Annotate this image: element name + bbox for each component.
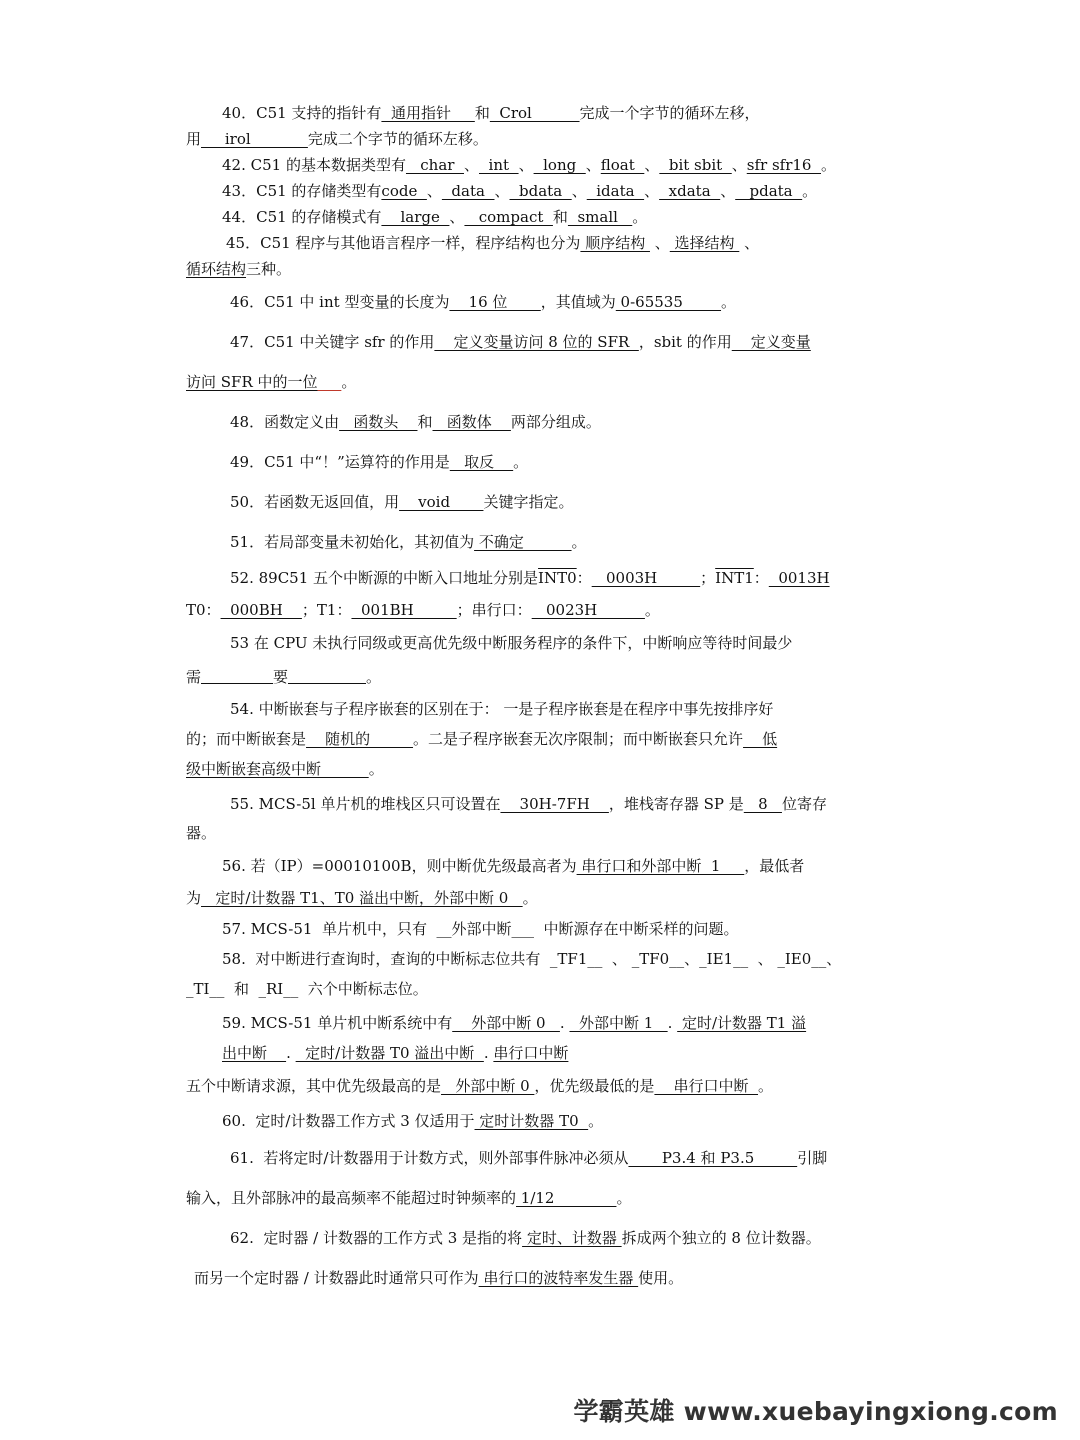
q52-colon: ：	[576, 569, 592, 587]
q42-sep: 、	[644, 156, 660, 174]
q56-answer-2: 定时/计数器 T1、T0 溢出中断，外部中断 0	[201, 889, 523, 907]
q53-blank-2	[288, 667, 366, 684]
question-43	[186, 178, 898, 204]
q54-answer-2b: 级中断嵌套高级中断	[186, 760, 369, 778]
question-59-line-2	[186, 1038, 898, 1068]
q42-answer-char: char	[405, 156, 464, 174]
question-51	[186, 522, 898, 562]
q59-end: 。	[758, 1077, 774, 1095]
q42-answer-bit: bit sbit	[659, 156, 732, 174]
q58-text: 58. 对中断进行查询时，查询的中断标志位共有 _TF1__ 、 _TF0__、_IE1__ 、 _IE0__、	[222, 950, 842, 968]
q56-text-2: ，最低者	[744, 857, 805, 875]
q48-answer-2: 函数体	[432, 413, 511, 431]
q48-answer-1: 函数头	[339, 413, 418, 431]
q61-text-2: 引脚	[797, 1149, 828, 1167]
q47-answer-2c	[318, 373, 342, 391]
q44-end: 。	[632, 208, 648, 226]
q61-answer-2: 1/12	[516, 1189, 617, 1207]
q53-end: 。	[366, 668, 382, 686]
q40-answer-1: 通用指针	[381, 104, 475, 122]
q59-sep: .	[559, 1014, 570, 1032]
q46-answer-1: 16 位	[449, 293, 541, 311]
q52-text: 52. 89C51 五个中断源的中断入口地址分别是	[230, 569, 539, 587]
q55-text-2: ，堆栈寄存器 SP 是	[608, 795, 744, 813]
q43-answer-bdata: bdata	[509, 182, 572, 200]
q47-answer-2b: 访问 SFR 中的一位	[186, 373, 318, 391]
question-42	[186, 152, 898, 178]
q62-answer-2: 串行口的波特率发生器	[478, 1269, 639, 1287]
q43-sep: 、	[426, 182, 442, 200]
q56-answer-1: 串行口和外部中断 1	[576, 857, 745, 875]
q52-end: 。	[644, 601, 660, 619]
q46-answer-2: 0-65535	[615, 293, 722, 311]
q43-answer-code: code	[381, 182, 427, 200]
q54-text: 54. 中断嵌套与子程序嵌套的区别在于： 一是子程序嵌套是在程序中事先按排序好	[230, 700, 774, 718]
q50-answer: void	[399, 493, 484, 511]
q61-answer-1: P3.4 和 P3.5	[628, 1149, 798, 1167]
q45-text-2: 三种。	[246, 260, 292, 278]
question-60	[186, 1104, 898, 1138]
q62-text-2: 拆成两个独立的 8 位计数器。	[621, 1229, 821, 1247]
question-55-line-1	[186, 788, 898, 820]
q51-answer: 不确定	[474, 533, 572, 551]
document-body	[186, 100, 898, 1298]
q61-text-3: 输入，且外部脉冲的最高频率不能超过时钟频率的	[186, 1189, 517, 1207]
question-54-line-2	[186, 724, 898, 754]
question-44	[186, 204, 898, 230]
question-50	[186, 482, 898, 522]
q61-text: 61. 若将定时/计数器用于计数方式，则外部事件脉冲必须从	[230, 1149, 629, 1167]
question-47-line-1	[186, 322, 898, 362]
q52-answer-t0: 000BH	[220, 601, 302, 619]
q59-sep: .	[667, 1014, 678, 1032]
q54-end: 。	[368, 760, 384, 778]
q42-end: 。	[820, 156, 836, 174]
q52-answer-int0: 0003H	[591, 569, 701, 587]
q54-text-2: 的；而中断嵌套是	[186, 730, 307, 748]
q59-text: 59. MCS-51 单片机中断系统中有	[222, 1014, 453, 1032]
q52-answer-int1: 0013H	[768, 569, 830, 587]
q43-sep: 、	[494, 182, 510, 200]
q43-answer-data: data	[441, 182, 495, 200]
q45-answer-1: 顺序结构	[580, 234, 650, 252]
question-61-line-1	[186, 1138, 898, 1178]
q47-text: 47．C51 中关键字 sfr 的作用	[230, 333, 435, 351]
q42-answer-int: int	[479, 156, 519, 174]
q40-text-2: 和	[474, 104, 490, 122]
q55-text: 55. MCS-5l 单片机的堆栈区只可设置在	[230, 795, 501, 813]
q40-answer-3: irol	[201, 130, 308, 148]
q44-text: 44．C51 的存储模式有	[222, 208, 382, 226]
q42-sep: 、	[463, 156, 479, 174]
question-55-line-2	[186, 820, 898, 846]
q43-answer-pdata: pdata	[735, 182, 803, 200]
q52-t0: T0：	[186, 601, 221, 619]
q47-text-2: ，sbit 的作用	[638, 333, 732, 351]
q46-end: 。	[721, 293, 737, 311]
q53-blank-1	[201, 667, 273, 684]
q40-text-3: 完成一个字节的循环左移，	[579, 104, 760, 122]
q44-sep: 、	[449, 208, 465, 226]
q55-text-4: 器。	[186, 824, 217, 842]
q45-text: 45．C51 程序与其他语言程序一样，程序结构也分为	[226, 234, 581, 252]
q53-text-2: 需	[186, 668, 202, 686]
q47-answer-2a: 定义变量	[731, 333, 811, 351]
q48-end: 两部分组成。	[510, 413, 601, 431]
q42-sep: 、	[585, 156, 601, 174]
q45-answer-2: 选择结构	[669, 234, 740, 252]
q46-text: 46．C51 中 int 型变量的长度为	[230, 293, 450, 311]
q61-end: 。	[616, 1189, 632, 1207]
question-49	[186, 442, 898, 482]
q40-text: 40．C51 支持的指针有	[222, 104, 382, 122]
question-58-line-2	[186, 974, 898, 1004]
question-53-line-2	[186, 660, 898, 694]
q45-sep: 、	[649, 234, 670, 252]
q52-int0: INT0	[538, 569, 577, 587]
question-53-line-1	[186, 626, 898, 660]
question-56-line-1	[186, 850, 898, 882]
q62-text: 62. 定时器 / 计数器的工作方式 3 是指的将	[230, 1229, 523, 1247]
question-40-line-1	[186, 100, 898, 126]
q52-colon: ：	[753, 569, 769, 587]
question-59-line-1	[186, 1008, 898, 1038]
q59-sep: .	[286, 1044, 296, 1062]
q54-answer-1: 随机的	[306, 730, 414, 748]
question-58-line-1	[186, 944, 898, 974]
q56-text-3: 为	[186, 889, 202, 907]
q57-text: 57. MCS-51 单片机中，只有 __外部中断___ 中断源存在中断采样的问题。	[222, 920, 739, 938]
q44-answer-large: large	[381, 208, 450, 226]
q47-end: 。	[341, 373, 357, 391]
q52-serial: ；串行口：	[456, 601, 532, 619]
question-45-line-1	[186, 230, 898, 256]
q53-text: 53 在 CPU 未执行同级或更高优先级中断服务程序的条件下，中断响应等待时间最少	[230, 634, 793, 652]
q59-answer-2: 外部中断 1	[569, 1014, 668, 1032]
q59-text-2: 五个中断请求源，其中优先级最高的是	[186, 1077, 442, 1095]
site-watermark: 学霸英雄 www.xuebayingxiong.com	[573, 1397, 1058, 1426]
q42-answer-float: float	[600, 156, 645, 174]
q42-sep: 、	[518, 156, 534, 174]
q60-end: 。	[588, 1112, 604, 1130]
question-52-line-1	[186, 562, 898, 594]
q55-text-3: 位寄存	[781, 795, 827, 813]
q59-sep: .	[483, 1044, 494, 1062]
q49-end: 。	[513, 453, 529, 471]
q40-answer-2: Crol	[489, 104, 580, 122]
q43-text: 43．C51 的存储类型有	[222, 182, 382, 200]
question-62-line-1	[186, 1218, 898, 1258]
q51-text: 51．若局部变量未初始化，其初值为	[230, 533, 475, 551]
q49-answer: 取反	[449, 453, 514, 471]
q40-text-5: 完成二个字节的循环左移。	[307, 130, 488, 148]
q56-end: 。	[522, 889, 538, 907]
q55-answer-2: 8	[743, 795, 782, 813]
q43-end: 。	[802, 182, 818, 200]
question-57	[186, 914, 898, 944]
q59-answer-3a: 定时/计数器 T1 溢	[677, 1014, 807, 1032]
question-59-line-3	[186, 1068, 898, 1104]
q43-sep: 、	[571, 182, 587, 200]
q43-sep: 、	[720, 182, 736, 200]
q45-sep: 、	[739, 234, 760, 252]
q59-text-3: ，优先级最低的是	[534, 1077, 655, 1095]
q52-answer-t1: 001BH	[351, 601, 457, 619]
q45-answer-3: 循环结构	[186, 260, 247, 278]
question-45-line-2	[186, 256, 898, 282]
question-54-line-3	[186, 754, 898, 784]
q59-answer-4: 定时/计数器 T0 溢出中断	[295, 1044, 484, 1062]
q48-text-2: 和	[417, 413, 433, 431]
q52-int1: INT1	[715, 569, 754, 587]
q44-answer-small: small	[567, 208, 633, 226]
question-61-line-2	[186, 1178, 898, 1218]
q54-answer-2a: 低	[743, 730, 778, 748]
q58-text-2: _TI__ 和 _RI__ 六个中断标志位。	[186, 980, 428, 998]
q59-answer-5: 串行口中断	[493, 1044, 569, 1062]
q53-text-3: 要	[273, 668, 289, 686]
q46-text-2: ，其值域为	[540, 293, 616, 311]
question-54-line-1	[186, 694, 898, 724]
q52-t1: ；T1：	[301, 601, 352, 619]
q50-end: 关键字指定。	[483, 493, 574, 511]
question-48	[186, 402, 898, 442]
q42-answer-sfr: sfr sfr16	[746, 156, 821, 174]
q54-text-3: 。二是子程序嵌套无次序限制；而中断嵌套只允许	[413, 730, 744, 748]
question-62-line-2	[186, 1258, 898, 1298]
q42-text: 42. C51 的基本数据类型有	[222, 156, 406, 174]
q48-text: 48．函数定义由	[230, 413, 340, 431]
q40-text-4: 用	[186, 130, 202, 148]
q52-answer-serial: 0023H	[531, 601, 645, 619]
q43-answer-idata: idata	[586, 182, 645, 200]
q47-answer-1: 定义变量访问 8 位的 SFR	[434, 333, 639, 351]
q43-sep: 、	[644, 182, 660, 200]
question-46	[186, 282, 898, 322]
question-40-line-2	[186, 126, 898, 152]
q59-answer-1: 外部中断 0	[452, 1014, 560, 1032]
q42-sep: 、	[731, 156, 747, 174]
q60-text: 60. 定时/计数器工作方式 3 仅适用于	[222, 1112, 475, 1130]
q59-answer-3b: 出中断	[222, 1044, 287, 1062]
q50-text: 50．若函数无返回值，用	[230, 493, 400, 511]
q59-answer-highest: 外部中断 0	[441, 1077, 535, 1095]
q55-answer-1: 30H-7FH	[500, 795, 609, 813]
q60-answer: 定时计数器 T0	[474, 1112, 589, 1130]
q42-answer-long: long	[533, 156, 586, 174]
question-47-line-2	[186, 362, 898, 402]
q44-answer-compact: compact	[464, 208, 553, 226]
q51-end: 。	[571, 533, 587, 551]
q62-answer-1: 定时、计数器	[522, 1229, 622, 1247]
q49-text: 49．C51 中“！”运算符的作用是	[230, 453, 450, 471]
q59-answer-lowest: 串行口中断	[654, 1077, 759, 1095]
q52-sep: ；	[700, 569, 716, 587]
question-56-line-2	[186, 882, 898, 914]
q62-end: 使用。	[638, 1269, 684, 1287]
q56-text: 56. 若（IP）=00010100B，则中断优先级最高者为	[222, 857, 577, 875]
question-52-line-2	[186, 594, 898, 626]
q43-answer-xdata: xdata	[659, 182, 721, 200]
q62-text-3: 而另一个定时器 / 计数器此时通常只可作为	[194, 1269, 479, 1287]
q44-sep: 和	[552, 208, 568, 226]
